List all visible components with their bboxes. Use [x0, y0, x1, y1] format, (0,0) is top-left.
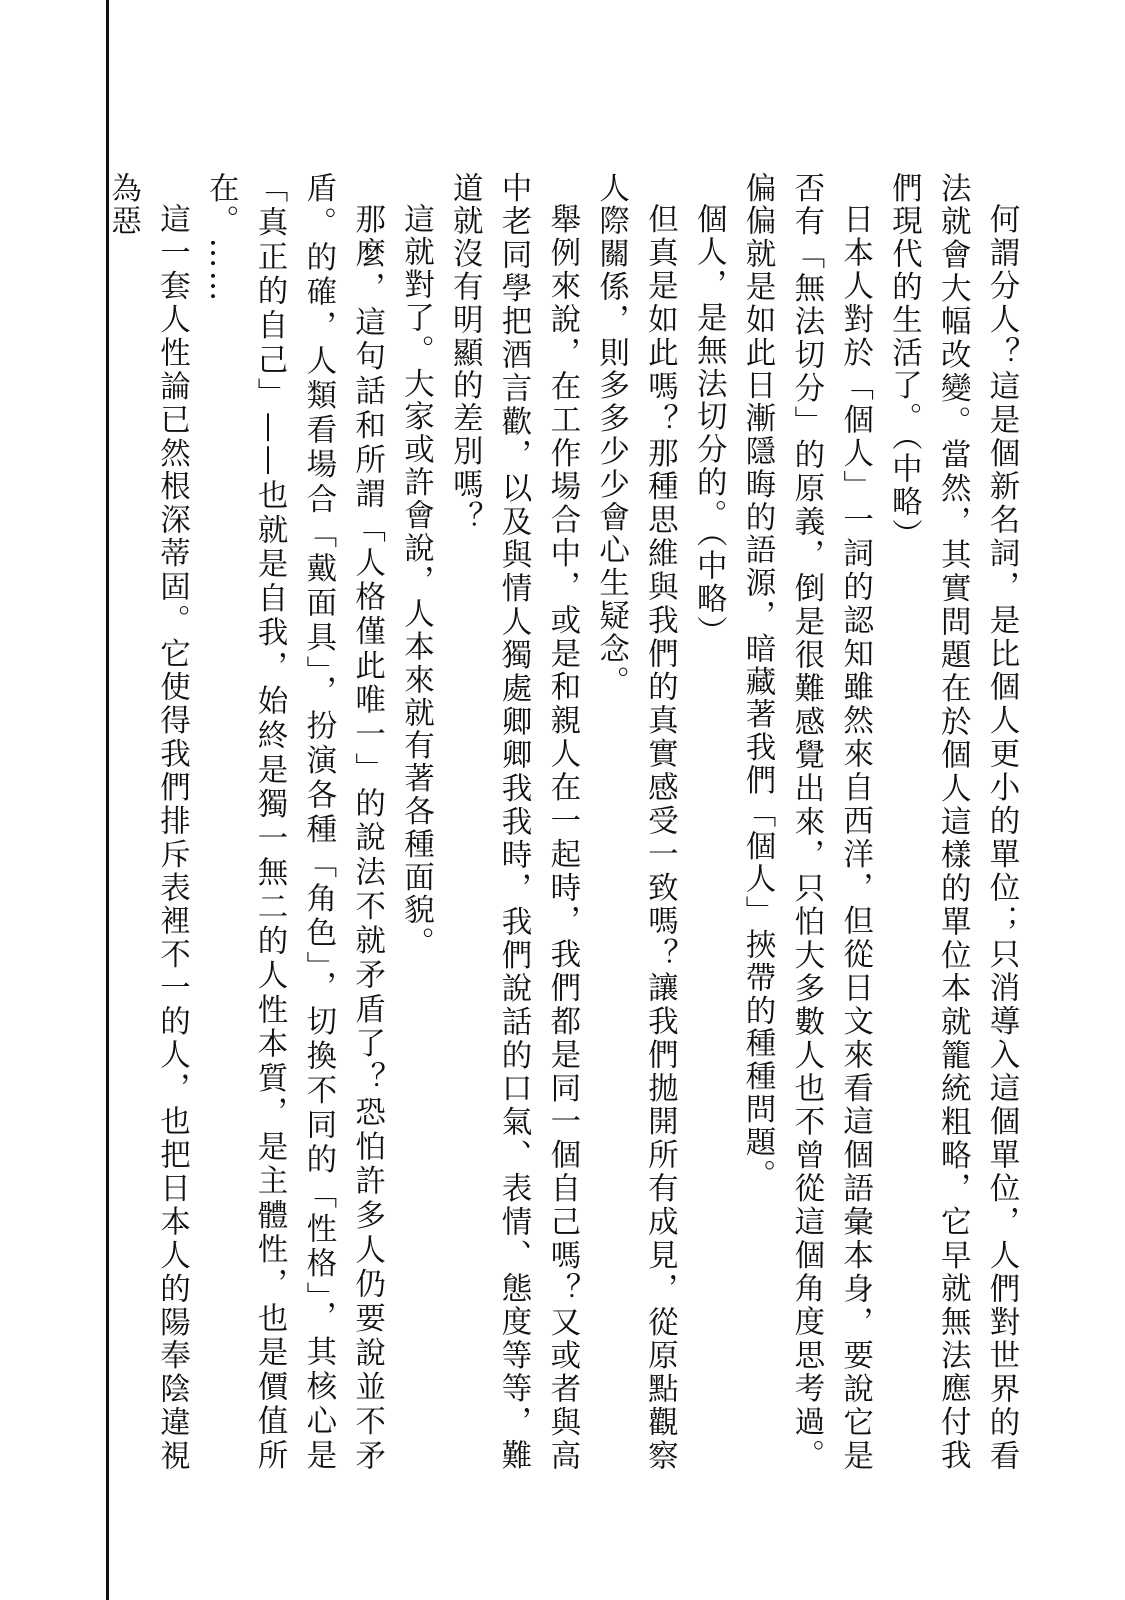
paragraph-6: 這就對了。大家或許會說，人本來就有著各種面貌。	[398, 202, 434, 960]
paragraph-1: 何謂分人？這是個新名詞，是比個人更小的單位；只消導入這個單位，人們對世界的看法就會大幅改變。當然，其實問題在於個人這樣的單位本就籠統粗略，它早就無法應付我們現代的生活了。（中略）	[886, 172, 1019, 1472]
paragraph-2: 日本人對於「個人」一詞的認知雖然來自西洋，但從日文來看這個語彙本身，要說它是否有「無法切分」的原義，倒是很難感覺出來，只怕大多數人也不曾從這個角度思考過。偏偏就是如此日漸隱晦的語源，暗藏著我們「個人」挾帶的種種問題。	[740, 172, 873, 1472]
paragraph-3: 個人，是無法切分的。（中略）	[691, 202, 727, 648]
paragraph-8: 這一套人性論已然根深蒂固。它使得我們排斥表裡不一的人，也把日本人的陽奉陰違視為惡	[105, 172, 190, 1472]
vertical-text-body	[95, 172, 1025, 1472]
paragraph-5: 舉例來說，在工作場合中，或是和親人在一起時，我們都是同一個自己嗎？又或者與高中老同學把酒言歡，以及與情人獨處卿卿我我時，我們說話的口氣、表情、態度等等，難道就沒有明顯的差別嗎？	[447, 172, 580, 1472]
paragraph-7: 那麼，這句話和所謂「人格僅此唯一」的說法不就矛盾了？恐怕許多人仍要說並不矛盾。的確，人類看場合「戴面具」，扮演各種「角色」，切換不同的「性格」，其核心是「真正的自己」——也就是自我，始終是獨一無二的人性本質，是主體性，也是價值所在。……	[203, 172, 385, 1472]
paragraph-4: 但真是如此嗎？那種思維與我們的真實感受一致嗎？讓我們拋開所有成見，從原點觀察人際關係，則多多少少會心生疑念。	[593, 172, 678, 1472]
